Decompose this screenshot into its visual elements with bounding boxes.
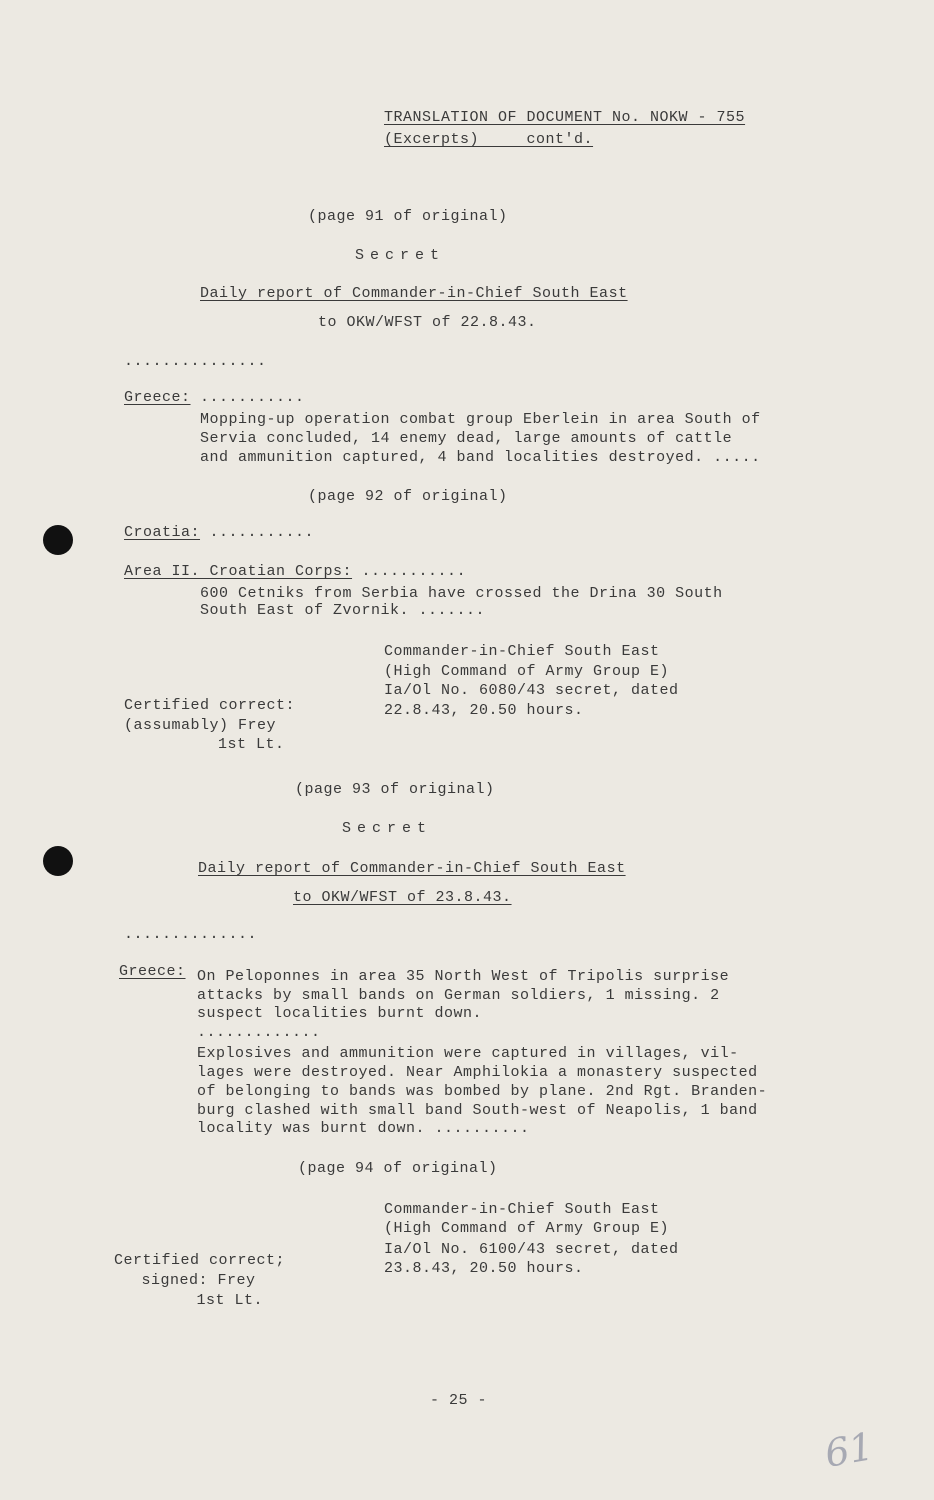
paragraph-line: locality was burnt down. .......... (197, 1120, 530, 1137)
secret-label: Secret (342, 820, 433, 837)
section-area (124, 562, 466, 581)
omission-dots: ........... (190, 389, 305, 406)
paragraph-line: burg clashed with small band South-west of Neapolis, 1 band (197, 1102, 758, 1119)
paragraph-line: South East of Zvornik. ....... (200, 602, 486, 619)
page-number: - 25 - (430, 1392, 488, 1409)
report-recipient: to OKW/WFST of 22.8.43. (318, 314, 537, 331)
signature-line: Ia/Ol No. 6100/43 secret, dated (384, 1241, 679, 1258)
omission-dots: ............... (124, 353, 267, 370)
page-ref-92: (page 92 of original) (308, 488, 508, 505)
page-ref-91: (page 91 of original) (308, 208, 508, 225)
certification-line: Certified correct: (124, 697, 296, 714)
page-ref-94: (page 94 of original) (298, 1160, 498, 1177)
paragraph-line: Explosives and ammunition were captured in villages, vil- (197, 1045, 739, 1062)
report-title: Daily report of Commander-in-Chief South East (198, 860, 626, 877)
signature-line: Commander-in-Chief South East (384, 643, 660, 660)
omission-dots: ........... (352, 563, 467, 580)
paragraph-line: of belonging to bands was bombed by plane. 2nd Rgt. Branden- (197, 1083, 768, 1100)
section-label: Croatia: (124, 524, 201, 541)
paragraph-line: lages were destroyed. Near Amphilokia a monastery suspected (197, 1064, 758, 1081)
signature-line: 22.8.43, 20.50 hours. (384, 702, 584, 719)
certification-line: (assumably) Frey (124, 717, 277, 734)
certification-line: 1st Lt. (168, 1292, 264, 1309)
punch-hole-lower (43, 846, 73, 876)
section-label: Greece: (119, 963, 186, 980)
paragraph-line: suspect localities burnt down. (197, 1005, 483, 1022)
omission-dots: ........... (200, 524, 315, 541)
certification-line: Certified correct; (114, 1252, 286, 1269)
report-recipient: to OKW/WFST of 23.8.43. (293, 889, 512, 906)
section-greece (124, 388, 305, 407)
signature-line: Commander-in-Chief South East (384, 1201, 660, 1218)
signature-line: Ia/Ol No. 6080/43 secret, dated (384, 682, 679, 699)
paragraph-line: attacks by small bands on German soldiers, 1 missing. 2 (197, 987, 720, 1004)
paragraph-line: and ammunition captured, 4 band localities destroyed. ..... (200, 449, 761, 466)
section-croatia (124, 523, 314, 542)
secret-label: Secret (355, 247, 446, 264)
document-title: TRANSLATION OF DOCUMENT No. NOKW - 755 (384, 109, 746, 126)
report-title: Daily report of Commander-in-Chief South East (200, 285, 628, 302)
paragraph-line: 600 Cetniks from Serbia have crossed the Drina 30 South (200, 585, 723, 602)
paragraph-line: Mopping-up operation combat group Eberlein in area South of (200, 411, 761, 428)
certification-line: signed: Frey (132, 1272, 256, 1289)
section-label: Area II. Croatian Corps: (124, 563, 353, 580)
document-subtitle: (Excerpts) cont'd. (384, 131, 594, 148)
omission-dots: .............. (124, 926, 258, 943)
signature-line: (High Command of Army Group E) (384, 663, 670, 680)
signature-line: (High Command of Army Group E) (384, 1220, 670, 1237)
section-label: Greece: (124, 389, 191, 406)
paragraph-line: Servia concluded, 14 enemy dead, large amounts of cattle (200, 430, 733, 447)
punch-hole-upper (43, 525, 73, 555)
signature-line: 23.8.43, 20.50 hours. (384, 1260, 584, 1277)
paragraph-line: On Peloponnes in area 35 North West of Tripolis surprise (197, 968, 730, 985)
handwritten-page-number: 61 (821, 1424, 877, 1476)
certification-line: 1st Lt. (180, 736, 285, 753)
page-ref-93: (page 93 of original) (295, 781, 495, 798)
omission-dots: ............. (197, 1024, 321, 1041)
